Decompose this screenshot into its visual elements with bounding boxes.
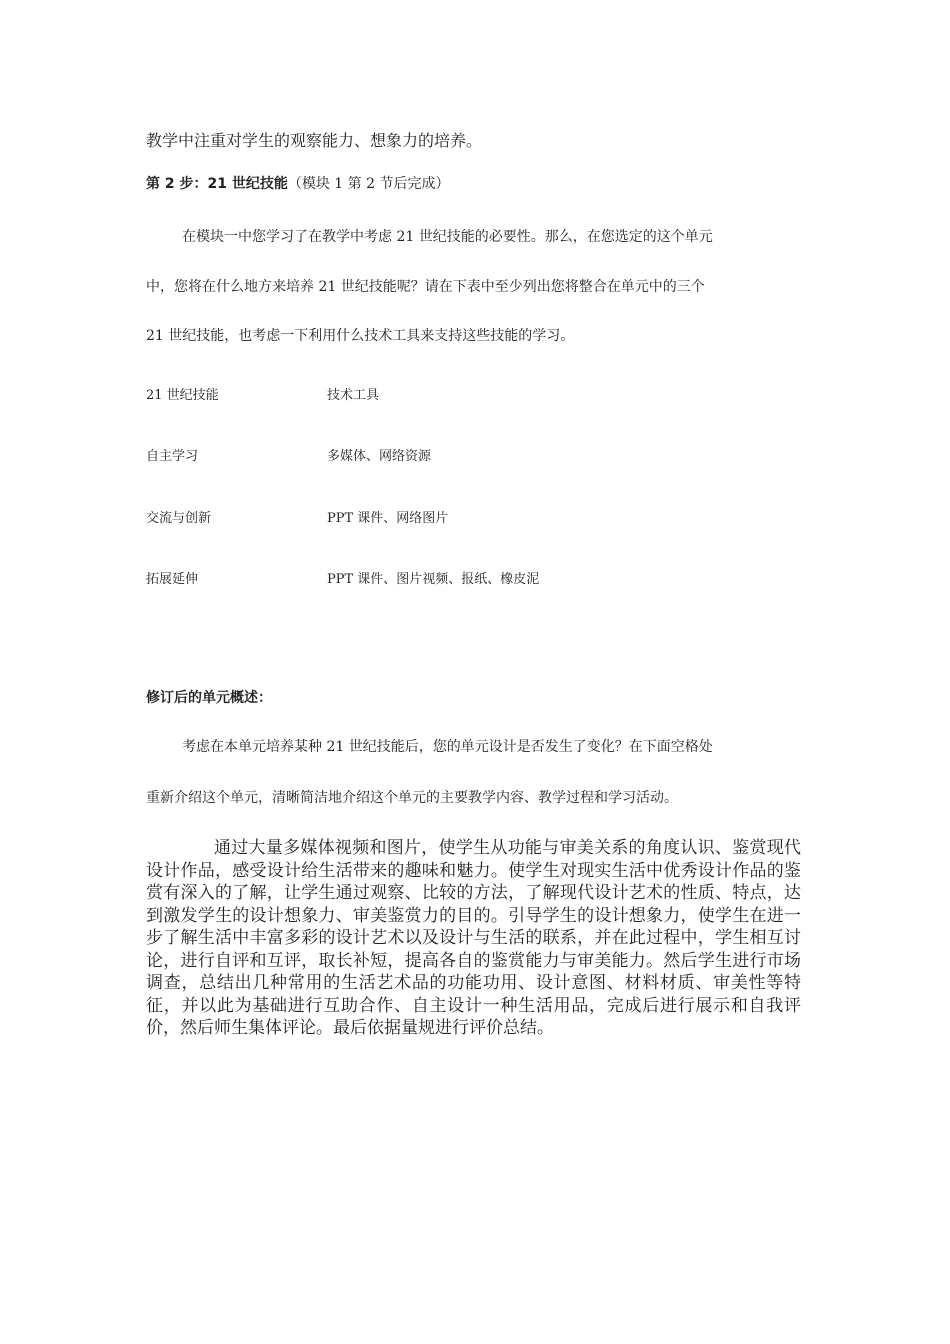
table-cell-tool: 多媒体、网络资源: [327, 449, 432, 464]
step2-paragraph-line: 21 世纪技能，也考虑一下利用什么技术工具来支持这些技能的学习。: [146, 328, 575, 344]
table-header-tool: 技术工具: [327, 388, 380, 403]
step2-paragraph-line: 在模块一中您学习了在教学中考虑 21 世纪技能的必要性。那么，在您选定的这个单元: [182, 229, 713, 245]
table-cell-skill: 交流与创新: [146, 511, 212, 526]
intro-line: 教学中注重对学生的观察能力、想象力的培养。: [146, 131, 483, 150]
table-cell-skill: 拓展延伸: [146, 572, 199, 587]
step2-heading-title: 第 2 步：21 世纪技能: [146, 176, 288, 192]
table-cell-tool: PPT 课件、网络图片: [327, 511, 449, 526]
step2-heading-note: （模块 1 第 2 节后完成）: [287, 176, 450, 192]
revised-overview-heading: 修订后的单元概述：: [146, 690, 272, 706]
step2-heading: [146, 173, 449, 193]
unit-summary-text: 通过大量多媒体视频和图片，使学生从功能与审美关系的角度认识、鉴赏现代设计作品，感受设计给生活带来的趣味和魅力。使学生对现实生活中优秀设计作品的鉴赏有深入的了解，让学生通过观察、比较的方法，了解现代设计艺术的性质、特点，达到激发学生的设计想象力、审美鉴赏力的目的。引导学生的设计想象力，使学生在进一步了解生活中丰富多彩的设计艺术以及设计与生活的联系，并在此过程中，学生相互讨论，进行自评和互评，取长补短，提高各自的鉴赏能力与审美能力。然后学生进行市场调查，总结出几种常用的生活艺术品的功能功用、设计意图、材料材质、审美性等特征，并以此为基础进行互助合作、自主设计一种生活用品，完成后进行展示和自我评价，然后师生集体评论。最后依据量规进行评价总结。: [146, 838, 801, 1037]
table-header-skill: 21 世纪技能: [146, 388, 219, 403]
step2-paragraph-line: 中，您将在什么地方来培养 21 世纪技能呢？请在下表中至少列出您将整合在单元中的三个: [146, 279, 705, 295]
revised-paragraph-line: 考虑在本单元培养某种 21 世纪技能后，您的单元设计是否发生了变化？在下面空格处: [182, 739, 713, 755]
table-cell-skill: 自主学习: [146, 449, 199, 464]
revised-paragraph-line: 重新介绍这个单元，清晰简洁地介绍这个单元的主要教学内容、教学过程和学习活动。: [146, 790, 678, 806]
table-cell-tool: PPT 课件、图片视频、报纸、橡皮泥: [327, 572, 540, 587]
